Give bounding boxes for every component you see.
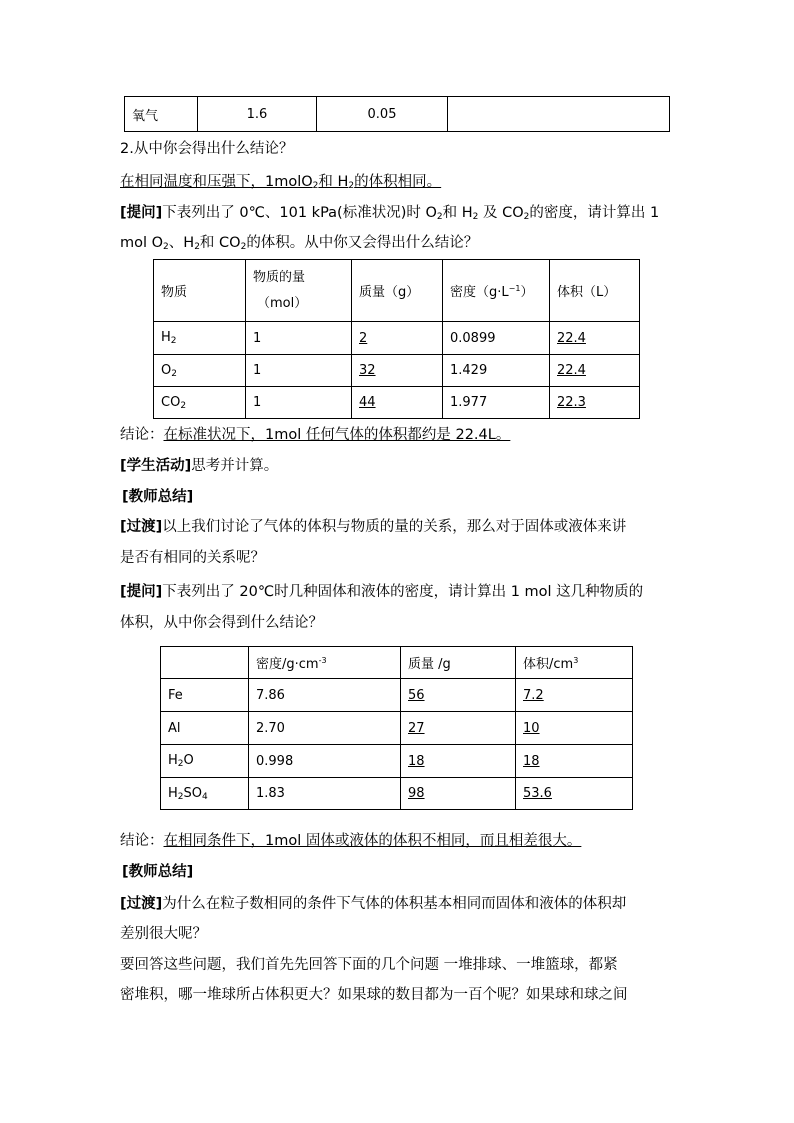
cell-volume: 22.3 (550, 387, 640, 419)
header-cell (246, 260, 352, 322)
cell-name (154, 387, 246, 419)
cell-name: Al (161, 712, 249, 745)
cell-density: 2.70 (249, 712, 401, 745)
tag-transition: [过渡] (120, 519, 163, 535)
formula: O (161, 362, 172, 378)
cell-value: 0.05 (317, 97, 448, 132)
cell-mass: 2 (352, 322, 443, 355)
ask-text: 和 CO (199, 235, 241, 251)
ask-text: 、H (168, 235, 195, 251)
formula: H (168, 753, 178, 768)
header-cell (443, 260, 550, 322)
table-oxygen-row (124, 96, 670, 132)
header-cell (516, 647, 633, 679)
formula: O (183, 753, 194, 768)
ask-text: 及 CO (478, 205, 524, 221)
cell-name (154, 355, 246, 387)
teacher-summary-1: [教师总结] (122, 489, 194, 505)
conclusion-label: 结论： (120, 427, 164, 443)
superscript: -3 (318, 656, 327, 665)
gas-table (153, 259, 640, 419)
cell-mass: 44 (352, 387, 443, 419)
tag-ask: [提问] (120, 584, 163, 600)
table-row (125, 97, 670, 132)
superscript: −1 (508, 284, 521, 293)
question-2: 2.从中你会得出什么结论？ (120, 141, 294, 157)
conclusion-2 (120, 831, 581, 851)
conclusion-1 (120, 425, 510, 445)
solid-liquid-table (160, 646, 633, 810)
table-row (154, 355, 640, 387)
ask-text: 的密度，请计算出 1 (529, 205, 660, 221)
conclusion-text: 在相同条件下，1mol 固体或液体的体积不相同，而且相差很大。 (163, 833, 582, 849)
header-cell: 物质 (154, 260, 246, 322)
table-row (161, 745, 633, 778)
student-text: 思考并计算。 (191, 458, 279, 474)
subscript: 2 (180, 400, 187, 411)
transition-1-line2: 是否有相同的关系呢？ (120, 550, 265, 566)
subscript: 2 (171, 368, 177, 379)
ask-text: 下表列出了 0℃、101 kPa(标准状况)时 O (162, 205, 437, 221)
header-text: 密度/g·cm (256, 657, 319, 672)
cell-value: 1.6 (198, 97, 317, 132)
header-cell: 质量（g） (352, 260, 443, 322)
cell-name (161, 778, 249, 810)
subscript: 2 (170, 336, 177, 346)
formula: SO (183, 785, 202, 801)
formula: CO (161, 394, 181, 410)
cell-density: 0.998 (249, 745, 401, 778)
student-activity (120, 456, 278, 476)
transition-text: 以上我们讨论了气体的体积与物质的量的关系，那么对于固体或液体来讲 (162, 519, 627, 535)
cell-amount: 1 (246, 387, 352, 419)
cell-name: Fe (161, 679, 249, 712)
cell-name: 氧气 (125, 97, 198, 132)
subscript: 2 (436, 212, 443, 222)
cell-density: 0.0899 (443, 322, 550, 355)
answer-text: 和 H (318, 174, 349, 190)
cell-density: 1.429 (443, 355, 550, 387)
table-row (161, 712, 633, 745)
subscript: 2 (177, 791, 184, 802)
conclusion-label: 结论： (120, 833, 164, 849)
header-cell (249, 647, 401, 679)
cell-volume: 7.2 (516, 679, 633, 712)
header-text: 体积/cm (523, 657, 574, 672)
subscript: 2 (312, 181, 319, 191)
table-row (161, 679, 633, 712)
table-row (154, 322, 640, 355)
ask-1-line2 (120, 233, 478, 257)
cell-empty (448, 97, 670, 132)
header-cell (161, 647, 249, 679)
subscript: 2 (177, 759, 184, 769)
cell-density: 1.83 (249, 778, 401, 810)
header-cell: 质量 /g (401, 647, 516, 679)
ask-2-line2: 体积，从中你会得到什么结论？ (120, 615, 323, 631)
subscript: 2 (472, 212, 479, 222)
header-text: （mol） (257, 295, 308, 311)
subscript: 2 (240, 242, 247, 252)
table-row (161, 778, 633, 810)
cell-amount: 1 (246, 322, 352, 355)
formula: H (168, 785, 178, 801)
cell-density: 1.977 (443, 387, 550, 419)
paragraph-line2: 密堆积，哪一堆球所占体积更大？如果球的数目都为一百个呢？如果球和球之间 (120, 987, 628, 1003)
answer-text: 在相同温度和压强下，1molO (120, 174, 313, 190)
subscript: 2 (348, 181, 355, 191)
transition-2-line1 (120, 894, 626, 914)
cell-mass: 32 (352, 355, 443, 387)
answer-text: 的体积相同。 (354, 174, 442, 190)
cell-mass: 56 (401, 679, 516, 712)
header-cell: 体积（L） (550, 260, 640, 322)
table-header-row (154, 260, 640, 322)
cell-volume: 10 (516, 712, 633, 745)
tag-ask: [提问] (120, 205, 163, 221)
header-text: 物质的量 (253, 269, 306, 285)
tag-student: [学生活动] (120, 458, 192, 474)
transition-1-line1 (120, 517, 626, 537)
formula: H (161, 330, 171, 345)
cell-volume: 53.6 (516, 778, 633, 810)
cell-mass: 27 (401, 712, 516, 745)
ask-2-line1 (120, 582, 643, 602)
cell-volume: 18 (516, 745, 633, 778)
conclusion-text: 在标准状况下，1mol 任何气体的体积都约是 22.4L。 (163, 427, 511, 443)
ask-1-line1 (120, 203, 659, 227)
transition-2-line2: 差别很大呢？ (120, 926, 207, 942)
subscript: 4 (202, 791, 208, 802)
table-row (154, 387, 640, 419)
header-text: 密度（g·L (450, 285, 509, 300)
teacher-summary-2: [教师总结] (122, 864, 194, 880)
paragraph-line1: 要回答这些问题，我们首先先回答下面的几个问题 一堆排球、一堆篮球，都紧 (120, 957, 618, 973)
answer-1 (120, 172, 441, 196)
cell-density: 7.86 (249, 679, 401, 712)
subscript: 2 (194, 242, 200, 252)
cell-name (161, 745, 249, 778)
cell-mass: 98 (401, 778, 516, 810)
superscript: 3 (573, 656, 579, 665)
ask-text: 的体积。从中你又会得出什么结论？ (246, 235, 479, 251)
header-text: ） (520, 285, 534, 300)
ask-text: mol O (120, 235, 164, 251)
transition-text: 为什么在粒子数相同的条件下气体的体积基本相同而固体和液体的体积却 (162, 896, 627, 912)
cell-volume: 22.4 (550, 322, 640, 355)
cell-name (154, 322, 246, 355)
tag-transition: [过渡] (120, 896, 163, 912)
ask-text: 下表列出了 20℃时几种固体和液体的密度，请计算出 1 mol 这几种物质的 (162, 584, 644, 600)
subscript: 2 (523, 212, 530, 222)
cell-amount: 1 (246, 355, 352, 387)
subscript: 2 (163, 242, 169, 252)
cell-mass: 18 (401, 745, 516, 778)
ask-text: 和 H (442, 205, 473, 221)
cell-volume: 22.4 (550, 355, 640, 387)
table-header-row (161, 647, 633, 679)
